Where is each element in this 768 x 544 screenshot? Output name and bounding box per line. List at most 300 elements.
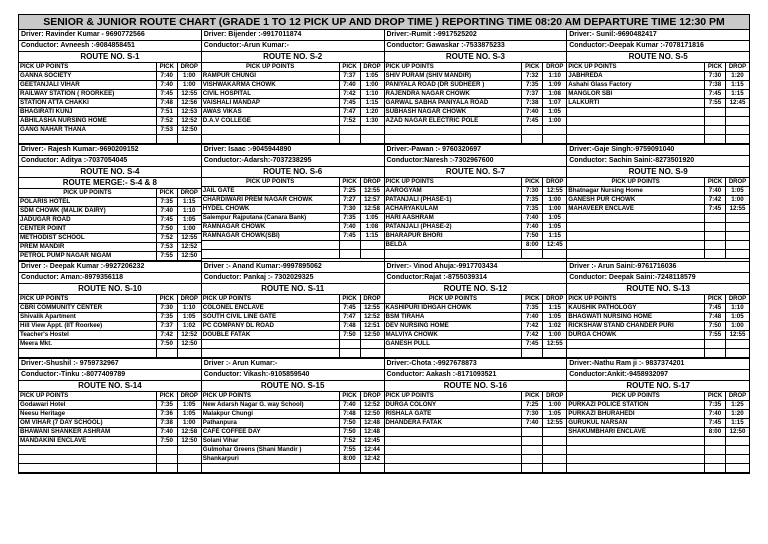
drop-time — [360, 241, 384, 250]
drop-time: 1:15 — [360, 99, 384, 108]
pick-time — [156, 455, 177, 464]
stop-row — [202, 117, 384, 126]
drop-time: 12:48 — [360, 428, 384, 437]
pick-time: 7:35 — [156, 401, 177, 410]
drop-time — [177, 135, 201, 144]
empty-row — [202, 349, 384, 358]
stop-row — [19, 90, 201, 99]
stop-row — [19, 419, 201, 428]
drop-time: 1:05 — [177, 216, 201, 225]
route-block — [19, 262, 202, 359]
pick-header: PICK — [339, 295, 360, 304]
stop-row — [385, 90, 567, 99]
stop-row — [19, 401, 201, 410]
drop-time — [543, 437, 567, 446]
pick-header: PICK — [522, 392, 543, 401]
stop-name — [567, 446, 704, 455]
drop-header: DROP — [360, 178, 384, 187]
stop-row — [19, 428, 201, 437]
drop-time — [543, 135, 567, 144]
drop-time: 12:52 — [360, 313, 384, 322]
pick-time: 7:35 — [522, 196, 543, 205]
route-number: ROUTE NO. S-3 — [385, 52, 567, 63]
pick-time — [705, 340, 726, 349]
pick-time: 7:47 — [339, 108, 360, 117]
stops-header-row — [19, 63, 201, 72]
drop-time — [360, 464, 384, 473]
pick-header: PICK — [705, 63, 726, 72]
route-number: ROUTE NO. S-6 — [202, 167, 384, 178]
pick-time: 7:51 — [156, 108, 177, 117]
route-block — [202, 359, 385, 474]
pick-time: 7:45 — [705, 304, 726, 313]
drop-time: 12:45 — [360, 437, 384, 446]
empty-row — [567, 214, 749, 223]
pick-header: PICK — [705, 295, 726, 304]
pick-header: PICK — [522, 63, 543, 72]
pick-up-points-header: PICK UP POINTS — [567, 295, 704, 304]
stop-row — [567, 72, 749, 81]
route-merge-note: ROUTE MERGE:- S-4 & 8 — [19, 178, 201, 189]
empty-row — [567, 250, 749, 259]
drop-time: 1:20 — [360, 108, 384, 117]
stop-name: DOUBLE FATAK — [202, 331, 339, 340]
stop-name: MANGLOR SBI — [567, 90, 704, 99]
stop-row — [567, 313, 749, 322]
empty-row — [567, 349, 749, 358]
drop-time: 12:50 — [360, 410, 384, 419]
pick-time: 7:45 — [705, 205, 726, 214]
drop-time: 1:00 — [543, 196, 567, 205]
drop-time: 1:02 — [177, 322, 201, 331]
pick-up-points-header: PICK UP POINTS — [567, 63, 704, 72]
stop-name: DURGA COLONY — [385, 401, 522, 410]
stop-name: GANESH PUR CHOWK — [567, 196, 704, 205]
drop-time: 1:00 — [543, 205, 567, 214]
stop-row — [567, 331, 749, 340]
stop-name: GARWAL SABHA PANIYALA ROAD — [385, 99, 522, 108]
pick-time: 7:55 — [705, 331, 726, 340]
stop-row — [19, 243, 201, 252]
drop-header: DROP — [726, 63, 750, 72]
pick-up-points-header: PICK UP POINTS — [385, 392, 522, 401]
stop-name: Bhatnagar Nursing Home — [567, 187, 704, 196]
driver-line: Driver:- Vinod Ahuja:-9917703434 — [385, 262, 567, 273]
pick-time — [522, 135, 543, 144]
stop-name: RAMPUR CHUNGI — [202, 72, 339, 81]
pick-time: 7:47 — [339, 313, 360, 322]
pick-time — [705, 349, 726, 358]
pick-time — [156, 135, 177, 144]
stop-name: PETROL PUMP NAGAR NIGAM — [19, 252, 156, 261]
stop-name: JAIL GATE — [202, 187, 339, 196]
stop-name: BHAGWATI NURSING HOME — [567, 313, 704, 322]
stop-name: RICKSHAW STAND CHANDER PURI — [567, 322, 704, 331]
stop-name: RAILWAY STATION ( ROORKEE) — [19, 90, 156, 99]
pick-time — [705, 223, 726, 232]
pick-time: 7:55 — [705, 99, 726, 108]
conductor-line: Conductor: Deepak Saini:-7248118579 — [567, 273, 749, 284]
drop-time — [360, 126, 384, 135]
pick-time: 7:35 — [522, 304, 543, 313]
pick-time: 7:35 — [156, 313, 177, 322]
pick-up-points-header: PICK UP POINTS — [19, 189, 156, 198]
drop-time: 1:08 — [360, 223, 384, 232]
driver-line: Driver:-Gaje Singh:-9759091040 — [567, 145, 749, 156]
stops-header-row — [567, 295, 749, 304]
stop-name — [19, 349, 156, 358]
drop-time: 12:53 — [177, 108, 201, 117]
pick-up-points-header: PICK UP POINTS — [567, 178, 704, 187]
stop-row — [202, 72, 384, 81]
stop-row — [19, 126, 201, 135]
stop-row — [567, 81, 749, 90]
drop-header: DROP — [177, 189, 201, 198]
drop-time: 12:50 — [360, 331, 384, 340]
stop-row — [19, 207, 201, 216]
stop-row — [202, 446, 384, 455]
drop-header: DROP — [177, 63, 201, 72]
stop-row — [19, 108, 201, 117]
empty-row — [202, 340, 384, 349]
drop-time: 12:57 — [360, 196, 384, 205]
stop-name: POLARIS HOTEL — [19, 198, 156, 207]
route-block — [202, 30, 385, 145]
pick-header: PICK — [522, 178, 543, 187]
stop-name: SDM CHOWK (MALIK DAIRY) — [19, 207, 156, 216]
pick-time: 7:30 — [705, 72, 726, 81]
pick-time: 7:35 — [705, 401, 726, 410]
pick-time: 7:38 — [705, 81, 726, 90]
stops-header-row — [202, 178, 384, 187]
pick-time — [156, 349, 177, 358]
stop-name: DEV NURSING HOME — [385, 322, 522, 331]
stop-row — [202, 428, 384, 437]
pick-time — [522, 250, 543, 259]
route-number: ROUTE NO. S-2 — [202, 52, 384, 63]
route-band — [18, 30, 750, 145]
conductor-line: Conductor: Avneesh :-9084858451 — [19, 41, 201, 52]
stop-name: Teacher's Hostel — [19, 331, 156, 340]
stop-row — [19, 216, 201, 225]
stops-header-row — [385, 63, 567, 72]
pick-header: PICK — [705, 392, 726, 401]
pick-time — [156, 464, 177, 473]
pick-time: 7:37 — [339, 72, 360, 81]
stop-row — [385, 99, 567, 108]
stop-name: HARI AASHRAM — [385, 214, 522, 223]
pick-time: 7:52 — [156, 234, 177, 243]
empty-row — [202, 464, 384, 473]
stop-row — [567, 196, 749, 205]
pick-time: 7:50 — [522, 232, 543, 241]
stop-name: LALKURTI — [567, 99, 704, 108]
drop-time: 12:50 — [177, 340, 201, 349]
empty-row — [385, 455, 567, 464]
stop-row — [202, 90, 384, 99]
stop-name: Hill View Appt. (IIT Roorkee) — [19, 322, 156, 331]
pick-time: 7:45 — [705, 90, 726, 99]
stop-name: VISHWAKARMA CHOWK — [202, 81, 339, 90]
stop-row — [385, 223, 567, 232]
drop-time: 1:05 — [177, 313, 201, 322]
stop-name: Ashahi Glass Factory — [567, 81, 704, 90]
drop-time: 12:55 — [726, 331, 750, 340]
stop-row — [567, 428, 749, 437]
pick-time: 7:40 — [705, 410, 726, 419]
drop-time: 1:02 — [543, 322, 567, 331]
pick-time: 7:45 — [522, 117, 543, 126]
drop-time: 1:00 — [543, 401, 567, 410]
stop-row — [202, 187, 384, 196]
stop-row — [567, 419, 749, 428]
stop-name — [385, 126, 522, 135]
drop-header: DROP — [543, 295, 567, 304]
stop-row — [385, 410, 567, 419]
pick-header: PICK — [339, 63, 360, 72]
stop-row — [202, 401, 384, 410]
drop-time: 1:05 — [543, 313, 567, 322]
drop-time — [360, 135, 384, 144]
pick-time: 7:52 — [339, 117, 360, 126]
stop-row — [202, 419, 384, 428]
empty-row — [567, 126, 749, 135]
conductor-line: Conductor: Aakash :-8171093521 — [385, 370, 567, 381]
conductor-line: Conductor:-Adarsh:-7037238295 — [202, 156, 384, 167]
pick-time: 7:40 — [522, 313, 543, 322]
driver-line: Driver:-Nathu Ram ji :- 9837374201 — [567, 359, 749, 370]
pick-up-points-header: PICK UP POINTS — [19, 392, 156, 401]
stop-name: Neesu Heritage — [19, 410, 156, 419]
stop-name — [202, 464, 339, 473]
pick-time — [339, 135, 360, 144]
stop-name: METHODIST SCHOOL — [19, 234, 156, 243]
stop-row — [385, 117, 567, 126]
stops-table — [19, 295, 201, 358]
drop-time: 1:10 — [360, 90, 384, 99]
pick-up-points-header: PICK UP POINTS — [567, 392, 704, 401]
stop-row — [202, 232, 384, 241]
stop-name — [202, 349, 339, 358]
pick-time: 7:42 — [522, 322, 543, 331]
pick-up-points-header: PICK UP POINTS — [202, 295, 339, 304]
pick-time: 7:45 — [705, 419, 726, 428]
pick-time: 7:50 — [156, 437, 177, 446]
stop-name: SUBHASH NAGAR CHOWK — [385, 108, 522, 117]
empty-row — [202, 250, 384, 259]
pick-time: 7:50 — [339, 419, 360, 428]
pick-time: 7:30 — [156, 304, 177, 313]
stop-row — [19, 198, 201, 207]
pick-time: 7:40 — [522, 108, 543, 117]
conductor-line: Conductor: Aman:-8979356118 — [19, 273, 201, 284]
empty-row — [567, 232, 749, 241]
stops-table — [567, 295, 749, 358]
stop-name: BSM TIRAHA — [385, 313, 522, 322]
stop-name: DURGA CHOWK — [567, 331, 704, 340]
stop-row — [202, 108, 384, 117]
stop-name: KAUSHIK PATHOLOGY — [567, 304, 704, 313]
stops-table — [567, 63, 749, 144]
stop-name: D.A.V COLLEGE — [202, 117, 339, 126]
drop-time: 12:55 — [543, 419, 567, 428]
stop-name: HYDEL CHOWK — [202, 205, 339, 214]
drop-time: 1:10 — [726, 304, 750, 313]
pick-time: 7:36 — [156, 410, 177, 419]
empty-row — [567, 223, 749, 232]
empty-row — [202, 135, 384, 144]
drop-header: DROP — [360, 295, 384, 304]
conductor-line: Conductor:Naresh :-7302967600 — [385, 156, 567, 167]
stop-row — [19, 225, 201, 234]
stop-name: ACHARYAKULAM — [385, 205, 522, 214]
pick-time: 7:35 — [156, 198, 177, 207]
pick-time: 7:25 — [522, 401, 543, 410]
pick-time: 7:40 — [156, 72, 177, 81]
drop-time: 12:50 — [726, 428, 750, 437]
drop-time: 1:05 — [543, 108, 567, 117]
stop-row — [202, 99, 384, 108]
empty-row — [19, 446, 201, 455]
conductor-line: Conductor:Rajat :-8755039314 — [385, 273, 567, 284]
drop-time — [543, 446, 567, 455]
pick-time: 7:53 — [156, 126, 177, 135]
stop-name: CHARDIWARI PREM NAGAR CHOWK — [202, 196, 339, 205]
pick-up-points-header: PICK UP POINTS — [202, 178, 339, 187]
pick-up-points-header: PICK UP POINTS — [385, 295, 522, 304]
drop-header: DROP — [177, 392, 201, 401]
drop-time: 12:55 — [360, 304, 384, 313]
driver-line: Driver :- Arun Kumar:- — [202, 359, 384, 370]
drop-time: 12:52 — [177, 331, 201, 340]
chart-title: SENIOR & JUNIOR ROUTE CHART (GRADE 1 TO 12 PICK UP AND DROP TIME ) REPORTING TIME 08:20 AM DEPARTURE TIME 12:30 PM — [18, 14, 750, 30]
stop-name: PATANJALI (PHASE-1) — [385, 196, 522, 205]
stop-row — [202, 410, 384, 419]
pick-header: PICK — [339, 392, 360, 401]
drop-time — [543, 464, 567, 473]
pick-time — [705, 214, 726, 223]
drop-time: 12:50 — [177, 252, 201, 261]
drop-time: 1:08 — [543, 90, 567, 99]
empty-row — [567, 108, 749, 117]
drop-time — [726, 214, 750, 223]
pick-time — [522, 464, 543, 473]
pick-time: 7:45 — [339, 99, 360, 108]
pick-time — [156, 446, 177, 455]
pick-time — [522, 455, 543, 464]
empty-row — [567, 135, 749, 144]
stop-name: ABHILASHA NURSING HOME — [19, 117, 156, 126]
drop-time — [726, 455, 750, 464]
pick-time: 7:25 — [339, 187, 360, 196]
stop-name: CIVIL HOSPITAL — [202, 90, 339, 99]
pick-header: PICK — [339, 178, 360, 187]
drop-time: 1:00 — [177, 72, 201, 81]
pick-time — [705, 455, 726, 464]
drop-time — [360, 349, 384, 358]
pick-time: 7:50 — [156, 225, 177, 234]
drop-time: 12:44 — [360, 446, 384, 455]
drop-time — [543, 428, 567, 437]
conductor-line: Conductor: Vikash:-9105859540 — [202, 370, 384, 381]
stop-name: Solani Vihar — [202, 437, 339, 446]
drop-time: 1:05 — [360, 214, 384, 223]
drop-time: 12:55 — [360, 187, 384, 196]
drop-header: DROP — [726, 178, 750, 187]
pick-time: 7:53 — [156, 243, 177, 252]
drop-time — [726, 126, 750, 135]
pick-time: 7:55 — [156, 252, 177, 261]
driver-line: Driver: Bijender :-9917011874 — [202, 30, 384, 41]
route-number: ROUTE NO. S-14 — [19, 381, 201, 392]
drop-time: 12:58 — [177, 428, 201, 437]
drop-time: 12:55 — [177, 234, 201, 243]
route-number: ROUTE NO. S-10 — [19, 284, 201, 295]
drop-time: 1:20 — [726, 72, 750, 81]
route-bands — [18, 30, 750, 474]
stop-name: Gulmohar Greens (Shani Mandir ) — [202, 446, 339, 455]
stop-name: GURUKUL NARSAN — [567, 419, 704, 428]
pick-header: PICK — [705, 178, 726, 187]
route-block — [385, 30, 568, 145]
drop-time — [726, 232, 750, 241]
pick-time: 7:32 — [522, 72, 543, 81]
drop-time — [543, 126, 567, 135]
stop-row — [19, 437, 201, 446]
stop-name — [567, 223, 704, 232]
empty-row — [19, 349, 201, 358]
stop-name: RAJENDRA NAGAR CHOWK — [385, 90, 522, 99]
pick-time: 7:35 — [522, 205, 543, 214]
pick-time — [705, 232, 726, 241]
drop-time — [726, 349, 750, 358]
driver-line: Driver: Ravinder Kumar - 9690772566 — [19, 30, 201, 41]
stop-name: SHIV PURAM (SHIV MANDIR) — [385, 72, 522, 81]
pick-time: 7:40 — [339, 223, 360, 232]
drop-time — [177, 464, 201, 473]
drop-time — [177, 446, 201, 455]
drop-time: 1:15 — [726, 90, 750, 99]
drop-time: 1:05 — [543, 223, 567, 232]
stop-row — [19, 331, 201, 340]
stop-row — [385, 196, 567, 205]
route-number: ROUTE NO. S-17 — [567, 381, 749, 392]
route-band — [18, 359, 750, 474]
drop-time: 12:52 — [177, 117, 201, 126]
stop-name — [567, 117, 704, 126]
stop-name: AAROGYAM — [385, 187, 522, 196]
pick-time: 7:27 — [339, 196, 360, 205]
pick-time: 7:45 — [156, 216, 177, 225]
stops-table — [385, 392, 567, 473]
stop-name: MANDAKINI ENCLAVE — [19, 437, 156, 446]
stop-name — [385, 250, 522, 259]
stop-name: Shivalik Apartment — [19, 313, 156, 322]
stop-row — [19, 313, 201, 322]
pick-time — [339, 349, 360, 358]
drop-time — [543, 349, 567, 358]
drop-time: 12:45 — [543, 241, 567, 250]
pick-header: PICK — [156, 189, 177, 198]
stop-name — [567, 214, 704, 223]
stops-header-row — [19, 295, 201, 304]
stop-row — [385, 419, 567, 428]
stop-row — [385, 81, 567, 90]
drop-time: 1:05 — [726, 187, 750, 196]
stop-name — [19, 446, 156, 455]
drop-time: 1:15 — [177, 198, 201, 207]
drop-time — [360, 340, 384, 349]
